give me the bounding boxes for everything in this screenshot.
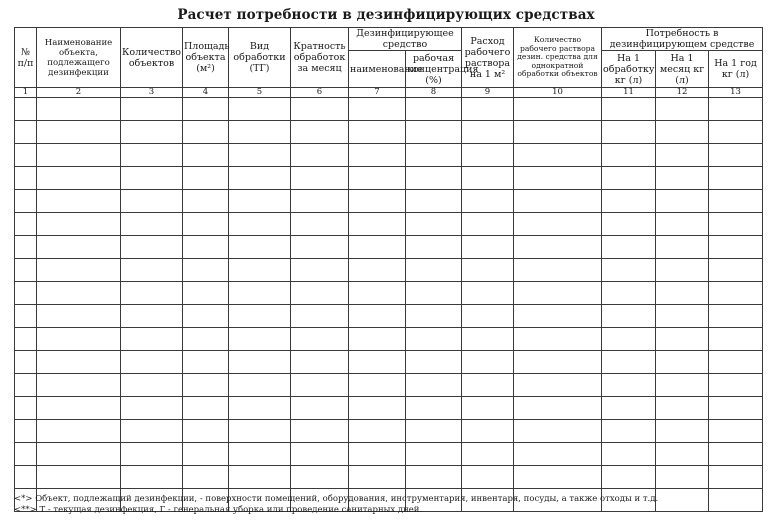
table-cell (229, 420, 291, 443)
table-cell (291, 466, 349, 489)
table-cell (349, 259, 406, 282)
table-cell (602, 236, 656, 259)
table-cell (602, 282, 656, 305)
table-row (15, 282, 763, 305)
table-cell (121, 98, 183, 121)
table-cell (514, 236, 602, 259)
table-cell (229, 328, 291, 351)
table-cell (602, 328, 656, 351)
header-treatment-type: Вид обработки (ТГ) (229, 28, 291, 88)
table-cell (406, 397, 462, 420)
table-row (15, 305, 763, 328)
table-cell (514, 144, 602, 167)
table-cell (656, 374, 709, 397)
table-cell (291, 351, 349, 374)
table-cell (602, 305, 656, 328)
table-cell (37, 213, 121, 236)
table-cell (183, 121, 229, 144)
table-cell (291, 443, 349, 466)
table-cell (514, 259, 602, 282)
column-number: 11 (602, 88, 656, 98)
table-cell (514, 443, 602, 466)
table-cell (656, 236, 709, 259)
table-cell (183, 98, 229, 121)
table-cell (462, 213, 514, 236)
table-cell (709, 351, 763, 374)
table-cell (656, 121, 709, 144)
table-cell (602, 259, 656, 282)
header-number: № п/п (15, 28, 37, 88)
header-object-count: Количество объектов (121, 28, 183, 88)
table-cell (462, 397, 514, 420)
table-cell (15, 98, 37, 121)
table-cell (406, 167, 462, 190)
table-cell (121, 466, 183, 489)
table-cell (121, 443, 183, 466)
table-cell (229, 190, 291, 213)
table-cell (349, 351, 406, 374)
table-cell (349, 236, 406, 259)
table-cell (406, 98, 462, 121)
table-cell (709, 282, 763, 305)
table-cell (462, 121, 514, 144)
table-cell (15, 190, 37, 213)
table-cell (291, 144, 349, 167)
table-cell (291, 236, 349, 259)
table-cell (121, 420, 183, 443)
table-cell (15, 282, 37, 305)
table-cell (406, 190, 462, 213)
table-cell (121, 167, 183, 190)
table-row (15, 351, 763, 374)
table-row (15, 397, 763, 420)
table-cell (709, 98, 763, 121)
table-row (15, 98, 763, 121)
table-cell (349, 213, 406, 236)
table-cell (349, 420, 406, 443)
table-cell (602, 190, 656, 213)
table-cell (229, 213, 291, 236)
table-cell (229, 236, 291, 259)
table-cell (514, 98, 602, 121)
table-cell (462, 167, 514, 190)
column-number: 12 (656, 88, 709, 98)
table-cell (514, 190, 602, 213)
table-cell (121, 259, 183, 282)
table-cell (37, 443, 121, 466)
table-cell (15, 397, 37, 420)
table-cell (462, 259, 514, 282)
header-area: Площадь объекта (м²) (183, 28, 229, 88)
table-cell (656, 190, 709, 213)
header-disinfectant-group: Дезинфицирующее средство (349, 28, 462, 51)
table-cell (15, 351, 37, 374)
table-cell (709, 397, 763, 420)
table-cell (462, 236, 514, 259)
table-cell (462, 374, 514, 397)
table-cell (462, 351, 514, 374)
header-consumption: Расход рабочего раствора на 1 м² (462, 28, 514, 88)
table-row (15, 213, 763, 236)
table-cell (183, 466, 229, 489)
table-cell (183, 305, 229, 328)
table-cell (602, 144, 656, 167)
table-cell (656, 282, 709, 305)
table-cell (709, 144, 763, 167)
table-cell (15, 466, 37, 489)
table-row (15, 236, 763, 259)
table-cell (291, 121, 349, 144)
table-cell (514, 305, 602, 328)
table-cell (514, 328, 602, 351)
table-cell (291, 167, 349, 190)
column-number: 8 (406, 88, 462, 98)
table-cell (709, 213, 763, 236)
table-cell (229, 374, 291, 397)
table-cell (656, 305, 709, 328)
table-cell (406, 443, 462, 466)
table-cell (291, 259, 349, 282)
table-cell (229, 397, 291, 420)
table-cell (349, 374, 406, 397)
table-cell (121, 282, 183, 305)
header-concentration: рабочая концентрация (%) (407, 52, 479, 86)
table-cell (656, 98, 709, 121)
table-cell (709, 328, 763, 351)
column-number: 3 (121, 88, 183, 98)
table-cell (15, 305, 37, 328)
table-cell (183, 190, 229, 213)
table-row (15, 144, 763, 167)
table-cell (462, 190, 514, 213)
table-cell (15, 328, 37, 351)
table-cell (183, 420, 229, 443)
table-cell (709, 374, 763, 397)
table-cell (291, 328, 349, 351)
table-cell (229, 351, 291, 374)
table-cell (406, 351, 462, 374)
table-cell (709, 443, 763, 466)
table-cell (37, 420, 121, 443)
table-cell (709, 420, 763, 443)
table-cell (349, 328, 406, 351)
table-cell (406, 466, 462, 489)
column-number: 4 (183, 88, 229, 98)
table-cell (229, 144, 291, 167)
table-cell (656, 213, 709, 236)
table-cell (15, 374, 37, 397)
table-cell (15, 213, 37, 236)
table-cell (602, 420, 656, 443)
column-number: 6 (291, 88, 349, 98)
table-cell (349, 121, 406, 144)
table-cell (183, 167, 229, 190)
table-cell (349, 443, 406, 466)
table-cell (229, 167, 291, 190)
column-number: 7 (349, 88, 406, 98)
table-cell (709, 305, 763, 328)
table-cell (406, 282, 462, 305)
table-row (15, 259, 763, 282)
table-cell (349, 305, 406, 328)
table-cell (183, 236, 229, 259)
disinfectant-need-table (14, 27, 763, 512)
column-number: 13 (709, 88, 763, 98)
column-number: 9 (462, 88, 514, 98)
table-cell (183, 328, 229, 351)
table-cell (37, 305, 121, 328)
column-number: 1 (15, 88, 37, 98)
table-cell (406, 374, 462, 397)
table-cell (514, 420, 602, 443)
table-cell (602, 443, 656, 466)
table-cell (15, 144, 37, 167)
table-cell (37, 374, 121, 397)
table-cell (229, 282, 291, 305)
table-cell (709, 167, 763, 190)
footnotes (14, 494, 762, 516)
table-cell (709, 259, 763, 282)
header-need-group: Потребность в дезинфицирующем средстве (602, 28, 763, 51)
table-cell (37, 167, 121, 190)
table-cell (121, 351, 183, 374)
table-cell (15, 236, 37, 259)
table-cell (37, 397, 121, 420)
table-cell (462, 98, 514, 121)
header-per-treatment: На 1 обработку кг (л) (603, 52, 655, 86)
table-cell (121, 328, 183, 351)
table-cell (462, 282, 514, 305)
table-cell (406, 328, 462, 351)
table-cell (37, 144, 121, 167)
table-cell (514, 466, 602, 489)
table-cell (291, 282, 349, 305)
table-cell (602, 98, 656, 121)
table-cell (514, 121, 602, 144)
table-cell (291, 98, 349, 121)
table-cell (656, 443, 709, 466)
table-row (15, 443, 763, 466)
table-cell (406, 121, 462, 144)
table-row (15, 167, 763, 190)
table-row (15, 190, 763, 213)
header-object-name: Наименование объекта, подлежащего дезинфекции (37, 28, 121, 88)
table-cell (462, 420, 514, 443)
table-body (15, 98, 763, 512)
table-cell (37, 236, 121, 259)
table-row (15, 420, 763, 443)
table-cell (602, 121, 656, 144)
table-cell (406, 236, 462, 259)
table-cell (349, 167, 406, 190)
header-solution-amount: Количество рабочего раствора дезин. средства для однократной обработки объектов (514, 28, 602, 88)
table-cell (37, 121, 121, 144)
table-cell (709, 236, 763, 259)
table-cell (291, 305, 349, 328)
table-cell (291, 190, 349, 213)
table-cell (229, 121, 291, 144)
table-cell (37, 190, 121, 213)
table-cell (406, 144, 462, 167)
table-cell (15, 443, 37, 466)
table-row (15, 466, 763, 489)
table-cell (349, 466, 406, 489)
header-per-year: На 1 год кг (л) (709, 51, 763, 88)
table-cell (656, 466, 709, 489)
header-per-month: На 1 месяц кг (л) (656, 51, 709, 88)
table-cell (462, 328, 514, 351)
table-cell (709, 190, 763, 213)
table-cell (15, 167, 37, 190)
table-cell (656, 351, 709, 374)
table-cell (183, 351, 229, 374)
table-cell (291, 420, 349, 443)
table-cell (15, 420, 37, 443)
table-cell (291, 374, 349, 397)
table-cell (121, 374, 183, 397)
table-cell (514, 282, 602, 305)
table-cell (514, 397, 602, 420)
table-cell (406, 420, 462, 443)
table-cell (121, 190, 183, 213)
column-number: 2 (37, 88, 121, 98)
table-cell (406, 213, 462, 236)
table-cell (183, 259, 229, 282)
table-cell (709, 466, 763, 489)
footnote-object: <*> Объект, подлежащий дезинфекции, - поверхности помещений, оборудования, инструментария, инвентаря, посуды, а также отходы и т.д. (14, 494, 659, 504)
column-number: 10 (514, 88, 602, 98)
table-cell (602, 213, 656, 236)
table-cell (229, 443, 291, 466)
table-cell (121, 213, 183, 236)
table-row (15, 121, 763, 144)
table-cell (183, 397, 229, 420)
table-cell (15, 121, 37, 144)
table-cell (229, 305, 291, 328)
table-cell (37, 259, 121, 282)
table-cell (15, 259, 37, 282)
table-cell (514, 374, 602, 397)
table-cell (462, 144, 514, 167)
table-cell (349, 282, 406, 305)
table-cell (37, 351, 121, 374)
column-number: 5 (229, 88, 291, 98)
page-title: Расчет потребности в дезинфицирующих средствах (177, 7, 595, 23)
table-cell (37, 98, 121, 121)
table-cell (602, 374, 656, 397)
table-cell (602, 397, 656, 420)
table-cell (514, 167, 602, 190)
table-cell (37, 466, 121, 489)
table-cell (349, 397, 406, 420)
table-cell (602, 167, 656, 190)
table-cell (121, 305, 183, 328)
table-cell (183, 144, 229, 167)
table-cell (406, 305, 462, 328)
table-cell (183, 374, 229, 397)
table-cell (602, 351, 656, 374)
table-cell (349, 190, 406, 213)
table-cell (602, 466, 656, 489)
table-cell (656, 420, 709, 443)
table-cell (514, 213, 602, 236)
table-cell (406, 259, 462, 282)
table-cell (462, 466, 514, 489)
table-cell (656, 328, 709, 351)
table-cell (291, 213, 349, 236)
table-cell (349, 144, 406, 167)
table-cell (183, 443, 229, 466)
table-cell (37, 282, 121, 305)
table-cell (291, 397, 349, 420)
table-row (15, 328, 763, 351)
table-cell (121, 397, 183, 420)
table-cell (121, 144, 183, 167)
table-cell (656, 259, 709, 282)
table-cell (656, 167, 709, 190)
table-cell (229, 466, 291, 489)
table-row (15, 374, 763, 397)
table-cell (183, 282, 229, 305)
table-cell (229, 259, 291, 282)
table-cell (121, 121, 183, 144)
table-cell (656, 397, 709, 420)
table-cell (37, 328, 121, 351)
header-agent-name: наименование (349, 51, 406, 88)
table-cell (462, 443, 514, 466)
header-frequency: Кратность обработок за месяц (291, 28, 349, 88)
table-cell (229, 98, 291, 121)
table-cell (183, 213, 229, 236)
table-cell (709, 121, 763, 144)
table-cell (121, 236, 183, 259)
table-cell (462, 305, 514, 328)
table-cell (656, 144, 709, 167)
table-cell (514, 351, 602, 374)
footnote-treatment-type: <**> Т - текущая дезинфекция, Г - генеральная уборка или проведение санитарных дней. (14, 505, 423, 515)
table-cell (349, 98, 406, 121)
